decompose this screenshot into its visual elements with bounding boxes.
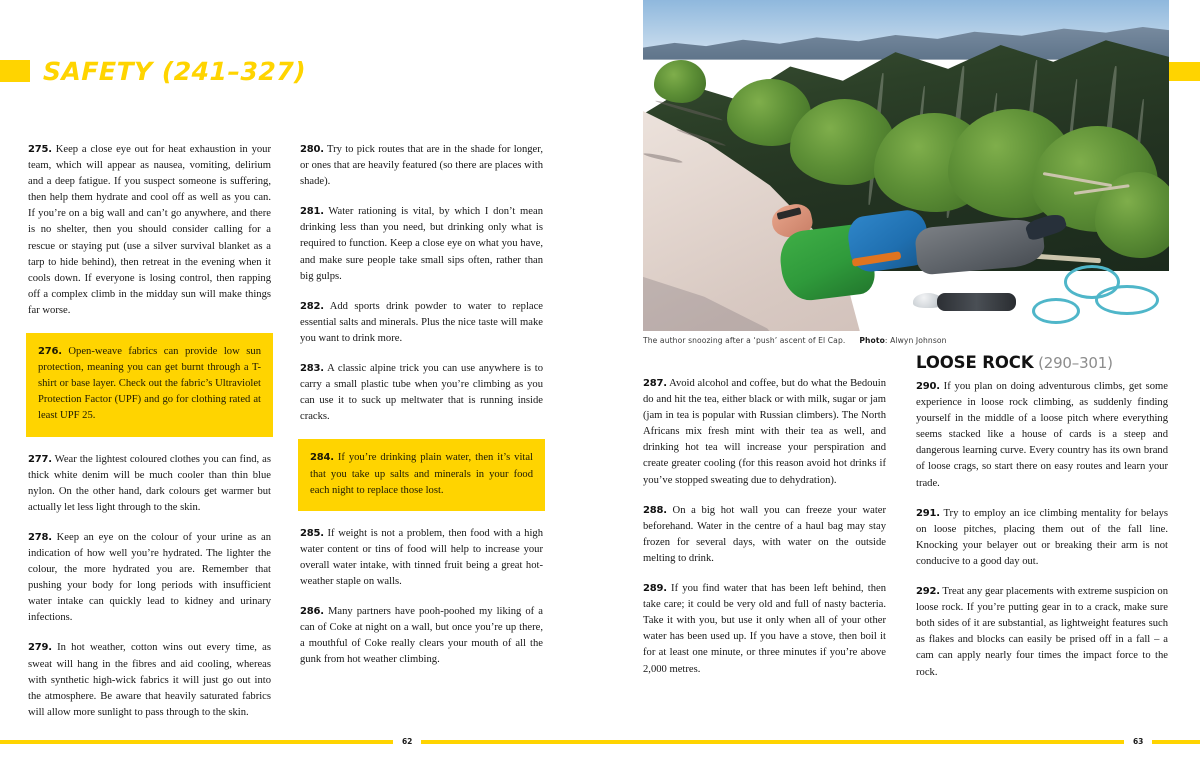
tip-paragraph xyxy=(28,640,271,720)
photo-climber-shoe xyxy=(1024,211,1068,241)
tip-text: Keep a close eye out for heat exhaustion in your team, which will appear as nausea, vomiting, delirium and a deep fatigue. If you suspect someone is suffering, then help them hydrate and cool off as well as you can. If you’re on a big wall and can’t go anywhere, and there is no shelter, then you should consider calling for a rescue or staying put (use a silver survival blanket as a tarp to hide behind), then retreat in the evening when it cools down. If everyone is losing control, then rapping off a complex climb in the midday sun will make things far worse. xyxy=(28,144,271,316)
tip-number: 284. xyxy=(310,452,334,464)
tip-paragraph xyxy=(916,506,1168,570)
text-column-2 xyxy=(300,142,543,668)
tip-text: Open-weave fabrics can provide low sun protection, meaning you can get burnt through a T-shirt or base layer. Check out the fabric’s Ultraviolet Protection Factor (UPF) and go for clothing rated at least UPF 25. xyxy=(38,346,261,422)
tip-number: 280. xyxy=(300,144,324,155)
tip-number: 282. xyxy=(300,300,324,312)
tip-paragraph xyxy=(643,376,886,489)
tip-number: 290. xyxy=(916,381,940,392)
footer-left xyxy=(0,736,600,748)
tip-number: 285. xyxy=(300,527,324,539)
tip-paragraph xyxy=(300,526,543,590)
footer-right xyxy=(600,736,1200,748)
tip-text: On a big hot wall you can freeze your water beforehand. Water in the centre of a haul bag may stay frozen for several days, with water on the outside melting to drink. xyxy=(643,504,886,564)
photo-illustration xyxy=(643,0,1169,331)
tip-text: If you plan on doing adventurous climbs, get some experience in loose rock climbing, as suddenly finding yourself in the middle of a loose pitch where everything seems stacked like a house of cards is a steep and dangerous learning curve. Every country has its own brand of loose crags, so start there on easy routes and learn your trade. xyxy=(916,381,1168,489)
page-title: SAFETY (241–327) xyxy=(42,56,307,86)
page-number-left: 62 xyxy=(401,737,413,747)
page-number-right: 63 xyxy=(1132,737,1144,747)
subsection-name: LOOSE ROCK xyxy=(916,353,1034,372)
tip-text: If weight is not a problem, then food with a high water content or tins of food will help to increase your overall water intake, with tinned fruit being a great hot-weather staple on walls. xyxy=(300,527,543,587)
tip-text: Avoid alcohol and coffee, but do what the Bedouin do and hit the tea, either black or with milk, sugar or jam (jam in tea is popular with Russian climbers). The North Africans mix fresh mint with their tea as well, and drinking hot tea will increase your perspiration and create greater cooling (for this reason avoid hot drinks if you’ve stopped sweating due to dehydration). xyxy=(643,378,886,486)
tip-paragraph xyxy=(300,204,543,284)
tip-paragraph-highlighted xyxy=(26,333,273,436)
tip-number: 281. xyxy=(300,206,324,218)
tip-number: 288. xyxy=(643,504,667,516)
footer-rule xyxy=(421,740,600,744)
tip-number: 277. xyxy=(28,453,52,465)
tip-number: 279. xyxy=(28,642,52,654)
photo-el-cap xyxy=(643,0,1169,331)
caption-text: The author snoozing after a ‘push’ ascent of El Cap. xyxy=(643,336,846,345)
tip-text: Add sports drink powder to water to replace essential salts and minerals. Plus the nice taste will make you want to drink more. xyxy=(300,300,543,344)
tip-paragraph xyxy=(916,584,1168,681)
tip-text: If you’re drinking plain water, then it’s vital that you take up salts and minerals in your food each night to replace those lost. xyxy=(310,452,533,496)
tip-text: A classic alpine trick you can use anywhere is to carry a small plastic tube when you’re climbing as you can use it to suck up meltwater that is running inside cracks. xyxy=(300,363,543,423)
subsection-range: (290–301) xyxy=(1033,354,1113,372)
tip-paragraph xyxy=(300,142,543,190)
accent-swatch-icon xyxy=(0,60,30,82)
tip-paragraph xyxy=(300,361,543,425)
text-column-1 xyxy=(28,142,271,721)
tip-number: 292. xyxy=(916,586,940,598)
tip-text: Try to employ an ice climbing mentality for belays on loose pitches, placing them out of the fall line. Knocking your belayer out or breaking their arm is not conducive to a good day out. xyxy=(916,507,1168,567)
tip-text: Treat any gear placements with extreme suspicion on loose rock. If you’re putting gear in to a crack, make sure both sides of it are substantial, as lightweight features such as flakes and blocks can easily be prised off in a fall – a cam can apply nearly four times the impact force to the rock. xyxy=(916,586,1168,678)
tip-text: Try to pick routes that are in the shade for longer, or ones that are heavily featured (so there are places with shade). xyxy=(300,144,543,188)
tip-number: 287. xyxy=(643,378,667,389)
tip-number: 289. xyxy=(643,583,667,595)
subsection-heading xyxy=(916,355,1168,372)
photo-climber xyxy=(769,199,1074,312)
tip-number: 283. xyxy=(300,363,324,375)
photo-gear-pile xyxy=(937,293,1016,311)
caption-credit-name: : Alwyn Johnson xyxy=(884,336,947,345)
tip-number: 286. xyxy=(300,606,324,618)
footer-rule xyxy=(0,740,393,744)
caption-credit-label: Photo xyxy=(859,336,885,345)
tip-paragraph xyxy=(643,581,886,678)
tip-text: Water rationing is vital, by which I don’t mean drinking less than you need, but drinking only what is required to function. Keep a close eye on what you have, and make sure people take small sips often, rather than big gulps. xyxy=(300,206,543,282)
accent-swatch-right-icon xyxy=(1167,62,1200,81)
text-column-3 xyxy=(643,376,886,678)
text-column-4-body xyxy=(916,379,1168,681)
section-running-head xyxy=(0,56,306,86)
tip-paragraph xyxy=(300,604,543,668)
tip-paragraph xyxy=(28,142,271,319)
footer-rule xyxy=(600,740,1124,744)
tip-text: In hot weather, cotton wins out every time, as sweat will hang in the fibres and aid cooling, whereas with synthetic high-wick fabrics it will just go out into the atmosphere. Be aware that heavily saturated fabrics will allow more sunlight to pass through to the skin. xyxy=(28,642,271,718)
tip-text: If you find water that has been left behind, then take care; it could be very old and full of nasty bacteria. Take it with you, but use it only when all of your other water has been used up. If you have a stove, then boil it for at least one minute, or three minutes if you’re above 2,000 metres. xyxy=(643,583,886,675)
tip-paragraph xyxy=(643,503,886,567)
tip-paragraph xyxy=(916,379,1168,492)
tip-paragraph xyxy=(28,452,271,516)
text-column-4 xyxy=(916,355,1168,681)
tip-number: 276. xyxy=(38,346,62,358)
tip-text: Wear the lightest coloured clothes you can find, as thick white denim will be much cooler than thin blue nylon. On the other hand, dark colours get warmer but actually let less light through to the skin. xyxy=(28,453,271,513)
tip-number: 291. xyxy=(916,507,940,519)
tip-number: 278. xyxy=(28,531,52,543)
tip-text: Keep an eye on the colour of your urine as an indication of how well you’re hydrated. The lighter the colour, the more hydrated you are. Remember that pushing your body for long periods with insufficient water intake can quickly lead to kidney and urinary infections. xyxy=(28,531,271,624)
photo-caption xyxy=(643,336,1103,345)
tip-paragraph-highlighted xyxy=(298,439,545,510)
tip-paragraph xyxy=(28,530,271,627)
tip-text: Many partners have pooh-poohed my liking of a can of Coke at night on a wall, but once you’re up there, a mouthful of Coke really clears your mouth of all the gunk from hot weather climbing. xyxy=(300,606,543,666)
tip-paragraph xyxy=(300,299,543,347)
tip-number: 275. xyxy=(28,144,52,155)
footer-rule xyxy=(1152,740,1200,744)
